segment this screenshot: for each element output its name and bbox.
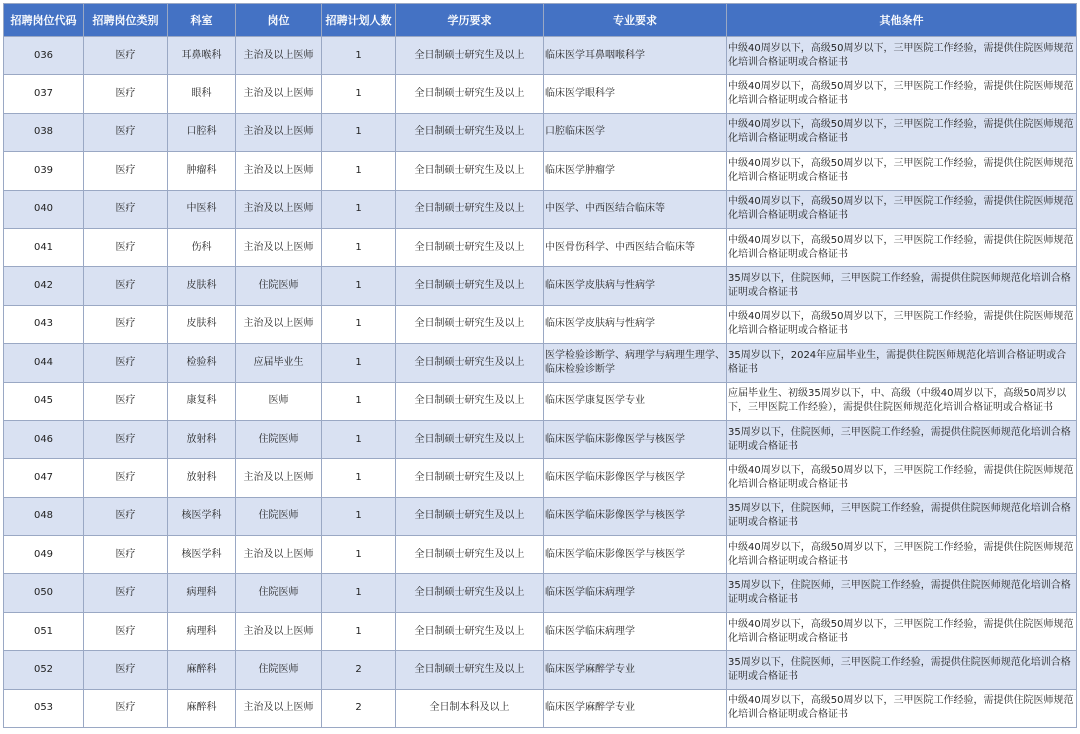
cell-code: 040 — [4, 190, 84, 228]
cell-education: 全日制硕士研究生及以上 — [396, 190, 544, 228]
cell-major: 临床医学麻醉学专业 — [544, 651, 727, 689]
cell-major: 中医骨伤科学、中西医结合临床等 — [544, 228, 727, 266]
cell-plan-count: 1 — [322, 190, 396, 228]
cell-department: 病理科 — [168, 612, 236, 650]
cell-position: 住院医师 — [236, 574, 322, 612]
cell-category: 医疗 — [84, 267, 168, 305]
cell-other-conditions: 中级40周岁以下，高级50周岁以下，三甲医院工作经验，需提供住院医师规范化培训合格证明或合格证书 — [727, 37, 1077, 75]
cell-category: 医疗 — [84, 612, 168, 650]
cell-position: 主治及以上医师 — [236, 536, 322, 574]
cell-plan-count: 1 — [322, 497, 396, 535]
table-row — [4, 305, 1077, 343]
table-row — [4, 228, 1077, 266]
header-code: 招聘岗位代码 — [4, 4, 84, 37]
cell-code: 039 — [4, 152, 84, 190]
cell-department: 检验科 — [168, 344, 236, 382]
cell-other-conditions: 应届毕业生、初级35周岁以下，中、高级（中级40周岁以下，高级50周岁以下，三甲医院工作经验），需提供住院医师规范化培训合格证明或合格证书 — [727, 382, 1077, 420]
cell-other-conditions: 中级40周岁以下，高级50周岁以下，三甲医院工作经验，需提供住院医师规范化培训合格证明或合格证书 — [727, 190, 1077, 228]
cell-plan-count: 2 — [322, 651, 396, 689]
cell-category: 医疗 — [84, 536, 168, 574]
cell-category: 医疗 — [84, 651, 168, 689]
cell-position: 主治及以上医师 — [236, 113, 322, 151]
cell-plan-count: 1 — [322, 305, 396, 343]
cell-other-conditions: 35周岁以下，2024年应届毕业生，需提供住院医师规范化培训合格证明或合格证书 — [727, 344, 1077, 382]
cell-code: 036 — [4, 37, 84, 75]
cell-category: 医疗 — [84, 190, 168, 228]
cell-major: 临床医学皮肤病与性病学 — [544, 305, 727, 343]
cell-other-conditions: 中级40周岁以下，高级50周岁以下，三甲医院工作经验，需提供住院医师规范化培训合格证明或合格证书 — [727, 305, 1077, 343]
cell-major: 临床医学耳鼻咽喉科学 — [544, 37, 727, 75]
cell-department: 病理科 — [168, 574, 236, 612]
cell-code: 047 — [4, 459, 84, 497]
cell-code: 046 — [4, 420, 84, 458]
header-plan-count: 招聘计划人数 — [322, 4, 396, 37]
cell-other-conditions: 中级40周岁以下，高级50周岁以下，三甲医院工作经验，需提供住院医师规范化培训合格证明或合格证书 — [727, 536, 1077, 574]
cell-department: 皮肤科 — [168, 305, 236, 343]
cell-major: 临床医学麻醉学专业 — [544, 689, 727, 727]
cell-plan-count: 1 — [322, 152, 396, 190]
cell-major: 临床医学临床病理学 — [544, 612, 727, 650]
cell-major: 临床医学康复医学专业 — [544, 382, 727, 420]
cell-code: 043 — [4, 305, 84, 343]
cell-major: 医学检验诊断学、病理学与病理生理学、临床检验诊断学 — [544, 344, 727, 382]
cell-major: 临床医学临床病理学 — [544, 574, 727, 612]
cell-department: 核医学科 — [168, 497, 236, 535]
cell-plan-count: 1 — [322, 113, 396, 151]
cell-plan-count: 1 — [322, 612, 396, 650]
cell-department: 中医科 — [168, 190, 236, 228]
cell-education: 全日制硕士研究生及以上 — [396, 113, 544, 151]
cell-major: 临床医学临床影像医学与核医学 — [544, 497, 727, 535]
cell-other-conditions: 中级40周岁以下，高级50周岁以下，三甲医院工作经验，需提供住院医师规范化培训合格证明或合格证书 — [727, 113, 1077, 151]
cell-position: 住院医师 — [236, 267, 322, 305]
cell-plan-count: 1 — [322, 536, 396, 574]
cell-category: 医疗 — [84, 152, 168, 190]
cell-category: 医疗 — [84, 37, 168, 75]
cell-education: 全日制硕士研究生及以上 — [396, 574, 544, 612]
table-row — [4, 612, 1077, 650]
cell-position: 主治及以上医师 — [236, 612, 322, 650]
cell-major: 临床医学临床影像医学与核医学 — [544, 536, 727, 574]
cell-position: 医师 — [236, 382, 322, 420]
cell-education: 全日制硕士研究生及以上 — [396, 37, 544, 75]
cell-position: 主治及以上医师 — [236, 75, 322, 113]
table-row — [4, 113, 1077, 151]
cell-category: 医疗 — [84, 344, 168, 382]
cell-education: 全日制硕士研究生及以上 — [396, 459, 544, 497]
cell-code: 044 — [4, 344, 84, 382]
cell-position: 主治及以上医师 — [236, 305, 322, 343]
cell-education: 全日制硕士研究生及以上 — [396, 152, 544, 190]
cell-department: 麻醉科 — [168, 689, 236, 727]
table-row — [4, 267, 1077, 305]
table-row — [4, 420, 1077, 458]
table-row — [4, 689, 1077, 727]
cell-position: 住院医师 — [236, 420, 322, 458]
cell-category: 医疗 — [84, 305, 168, 343]
cell-category: 医疗 — [84, 75, 168, 113]
cell-plan-count: 1 — [322, 574, 396, 612]
cell-other-conditions: 中级40周岁以下，高级50周岁以下，三甲医院工作经验，需提供住院医师规范化培训合格证明或合格证书 — [727, 459, 1077, 497]
recruitment-table — [3, 3, 1077, 728]
table-row — [4, 459, 1077, 497]
cell-category: 医疗 — [84, 113, 168, 151]
cell-position: 应届毕业生 — [236, 344, 322, 382]
header-category: 招聘岗位类别 — [84, 4, 168, 37]
cell-position: 住院医师 — [236, 651, 322, 689]
cell-plan-count: 1 — [322, 228, 396, 266]
cell-plan-count: 1 — [322, 382, 396, 420]
cell-plan-count: 1 — [322, 459, 396, 497]
cell-education: 全日制硕士研究生及以上 — [396, 382, 544, 420]
cell-education: 全日制本科及以上 — [396, 689, 544, 727]
cell-position: 主治及以上医师 — [236, 37, 322, 75]
cell-plan-count: 1 — [322, 37, 396, 75]
header-major: 专业要求 — [544, 4, 727, 37]
cell-code: 049 — [4, 536, 84, 574]
cell-education: 全日制硕士研究生及以上 — [396, 612, 544, 650]
cell-position: 主治及以上医师 — [236, 459, 322, 497]
cell-category: 医疗 — [84, 459, 168, 497]
table-row — [4, 536, 1077, 574]
cell-code: 050 — [4, 574, 84, 612]
cell-code: 042 — [4, 267, 84, 305]
cell-department: 放射科 — [168, 459, 236, 497]
table-row — [4, 651, 1077, 689]
cell-code: 051 — [4, 612, 84, 650]
cell-department: 眼科 — [168, 75, 236, 113]
cell-other-conditions: 35周岁以下，住院医师，三甲医院工作经验，需提供住院医师规范化培训合格证明或合格证书 — [727, 574, 1077, 612]
cell-department: 核医学科 — [168, 536, 236, 574]
cell-position: 住院医师 — [236, 497, 322, 535]
table-row — [4, 190, 1077, 228]
cell-category: 医疗 — [84, 574, 168, 612]
cell-category: 医疗 — [84, 382, 168, 420]
cell-code: 045 — [4, 382, 84, 420]
cell-department: 口腔科 — [168, 113, 236, 151]
table-row — [4, 382, 1077, 420]
cell-plan-count: 1 — [322, 75, 396, 113]
cell-other-conditions: 35周岁以下，住院医师，三甲医院工作经验，需提供住院医师规范化培训合格证明或合格证书 — [727, 497, 1077, 535]
cell-department: 肿瘤科 — [168, 152, 236, 190]
table-row — [4, 344, 1077, 382]
cell-other-conditions: 35周岁以下，住院医师，三甲医院工作经验，需提供住院医师规范化培训合格证明或合格证书 — [727, 267, 1077, 305]
cell-category: 医疗 — [84, 689, 168, 727]
cell-code: 048 — [4, 497, 84, 535]
cell-plan-count: 1 — [322, 420, 396, 458]
cell-education: 全日制硕士研究生及以上 — [396, 344, 544, 382]
cell-position: 主治及以上医师 — [236, 190, 322, 228]
cell-position: 主治及以上医师 — [236, 689, 322, 727]
cell-major: 临床医学临床影像医学与核医学 — [544, 459, 727, 497]
cell-other-conditions: 中级40周岁以下，高级50周岁以下，三甲医院工作经验，需提供住院医师规范化培训合格证明或合格证书 — [727, 612, 1077, 650]
cell-department: 康复科 — [168, 382, 236, 420]
table-row — [4, 37, 1077, 75]
cell-other-conditions: 35周岁以下，住院医师，三甲医院工作经验，需提供住院医师规范化培训合格证明或合格证书 — [727, 420, 1077, 458]
cell-code: 053 — [4, 689, 84, 727]
cell-other-conditions: 中级40周岁以下，高级50周岁以下，三甲医院工作经验，需提供住院医师规范化培训合格证明或合格证书 — [727, 228, 1077, 266]
cell-category: 医疗 — [84, 420, 168, 458]
cell-other-conditions: 中级40周岁以下，高级50周岁以下，三甲医院工作经验，需提供住院医师规范化培训合格证明或合格证书 — [727, 75, 1077, 113]
cell-other-conditions: 35周岁以下，住院医师，三甲医院工作经验，需提供住院医师规范化培训合格证明或合格证书 — [727, 651, 1077, 689]
cell-code: 041 — [4, 228, 84, 266]
header-other-conditions: 其他条件 — [727, 4, 1077, 37]
cell-code: 037 — [4, 75, 84, 113]
table-row — [4, 497, 1077, 535]
cell-plan-count: 1 — [322, 344, 396, 382]
cell-department: 伤科 — [168, 228, 236, 266]
cell-major: 口腔临床医学 — [544, 113, 727, 151]
cell-category: 医疗 — [84, 228, 168, 266]
cell-department: 耳鼻喉科 — [168, 37, 236, 75]
cell-category: 医疗 — [84, 497, 168, 535]
table-row — [4, 574, 1077, 612]
table-row — [4, 152, 1077, 190]
cell-position: 主治及以上医师 — [236, 228, 322, 266]
cell-education: 全日制硕士研究生及以上 — [396, 651, 544, 689]
cell-position: 主治及以上医师 — [236, 152, 322, 190]
cell-education: 全日制硕士研究生及以上 — [396, 228, 544, 266]
cell-major: 中医学、中西医结合临床等 — [544, 190, 727, 228]
table-header-row — [4, 4, 1077, 37]
cell-department: 放射科 — [168, 420, 236, 458]
cell-education: 全日制硕士研究生及以上 — [396, 305, 544, 343]
cell-major: 临床医学眼科学 — [544, 75, 727, 113]
cell-major: 临床医学临床影像医学与核医学 — [544, 420, 727, 458]
cell-major: 临床医学肿瘤学 — [544, 152, 727, 190]
cell-education: 全日制硕士研究生及以上 — [396, 420, 544, 458]
cell-department: 皮肤科 — [168, 267, 236, 305]
cell-education: 全日制硕士研究生及以上 — [396, 497, 544, 535]
cell-code: 038 — [4, 113, 84, 151]
cell-education: 全日制硕士研究生及以上 — [396, 267, 544, 305]
cell-plan-count: 2 — [322, 689, 396, 727]
cell-other-conditions: 中级40周岁以下，高级50周岁以下，三甲医院工作经验，需提供住院医师规范化培训合格证明或合格证书 — [727, 152, 1077, 190]
cell-code: 052 — [4, 651, 84, 689]
header-position: 岗位 — [236, 4, 322, 37]
cell-plan-count: 1 — [322, 267, 396, 305]
recruitment-table-container — [3, 3, 1077, 728]
cell-major: 临床医学皮肤病与性病学 — [544, 267, 727, 305]
cell-education: 全日制硕士研究生及以上 — [396, 536, 544, 574]
header-department: 科室 — [168, 4, 236, 37]
header-education: 学历要求 — [396, 4, 544, 37]
table-row — [4, 75, 1077, 113]
cell-other-conditions: 中级40周岁以下，高级50周岁以下，三甲医院工作经验，需提供住院医师规范化培训合格证明或合格证书 — [727, 689, 1077, 727]
cell-department: 麻醉科 — [168, 651, 236, 689]
cell-education: 全日制硕士研究生及以上 — [396, 75, 544, 113]
